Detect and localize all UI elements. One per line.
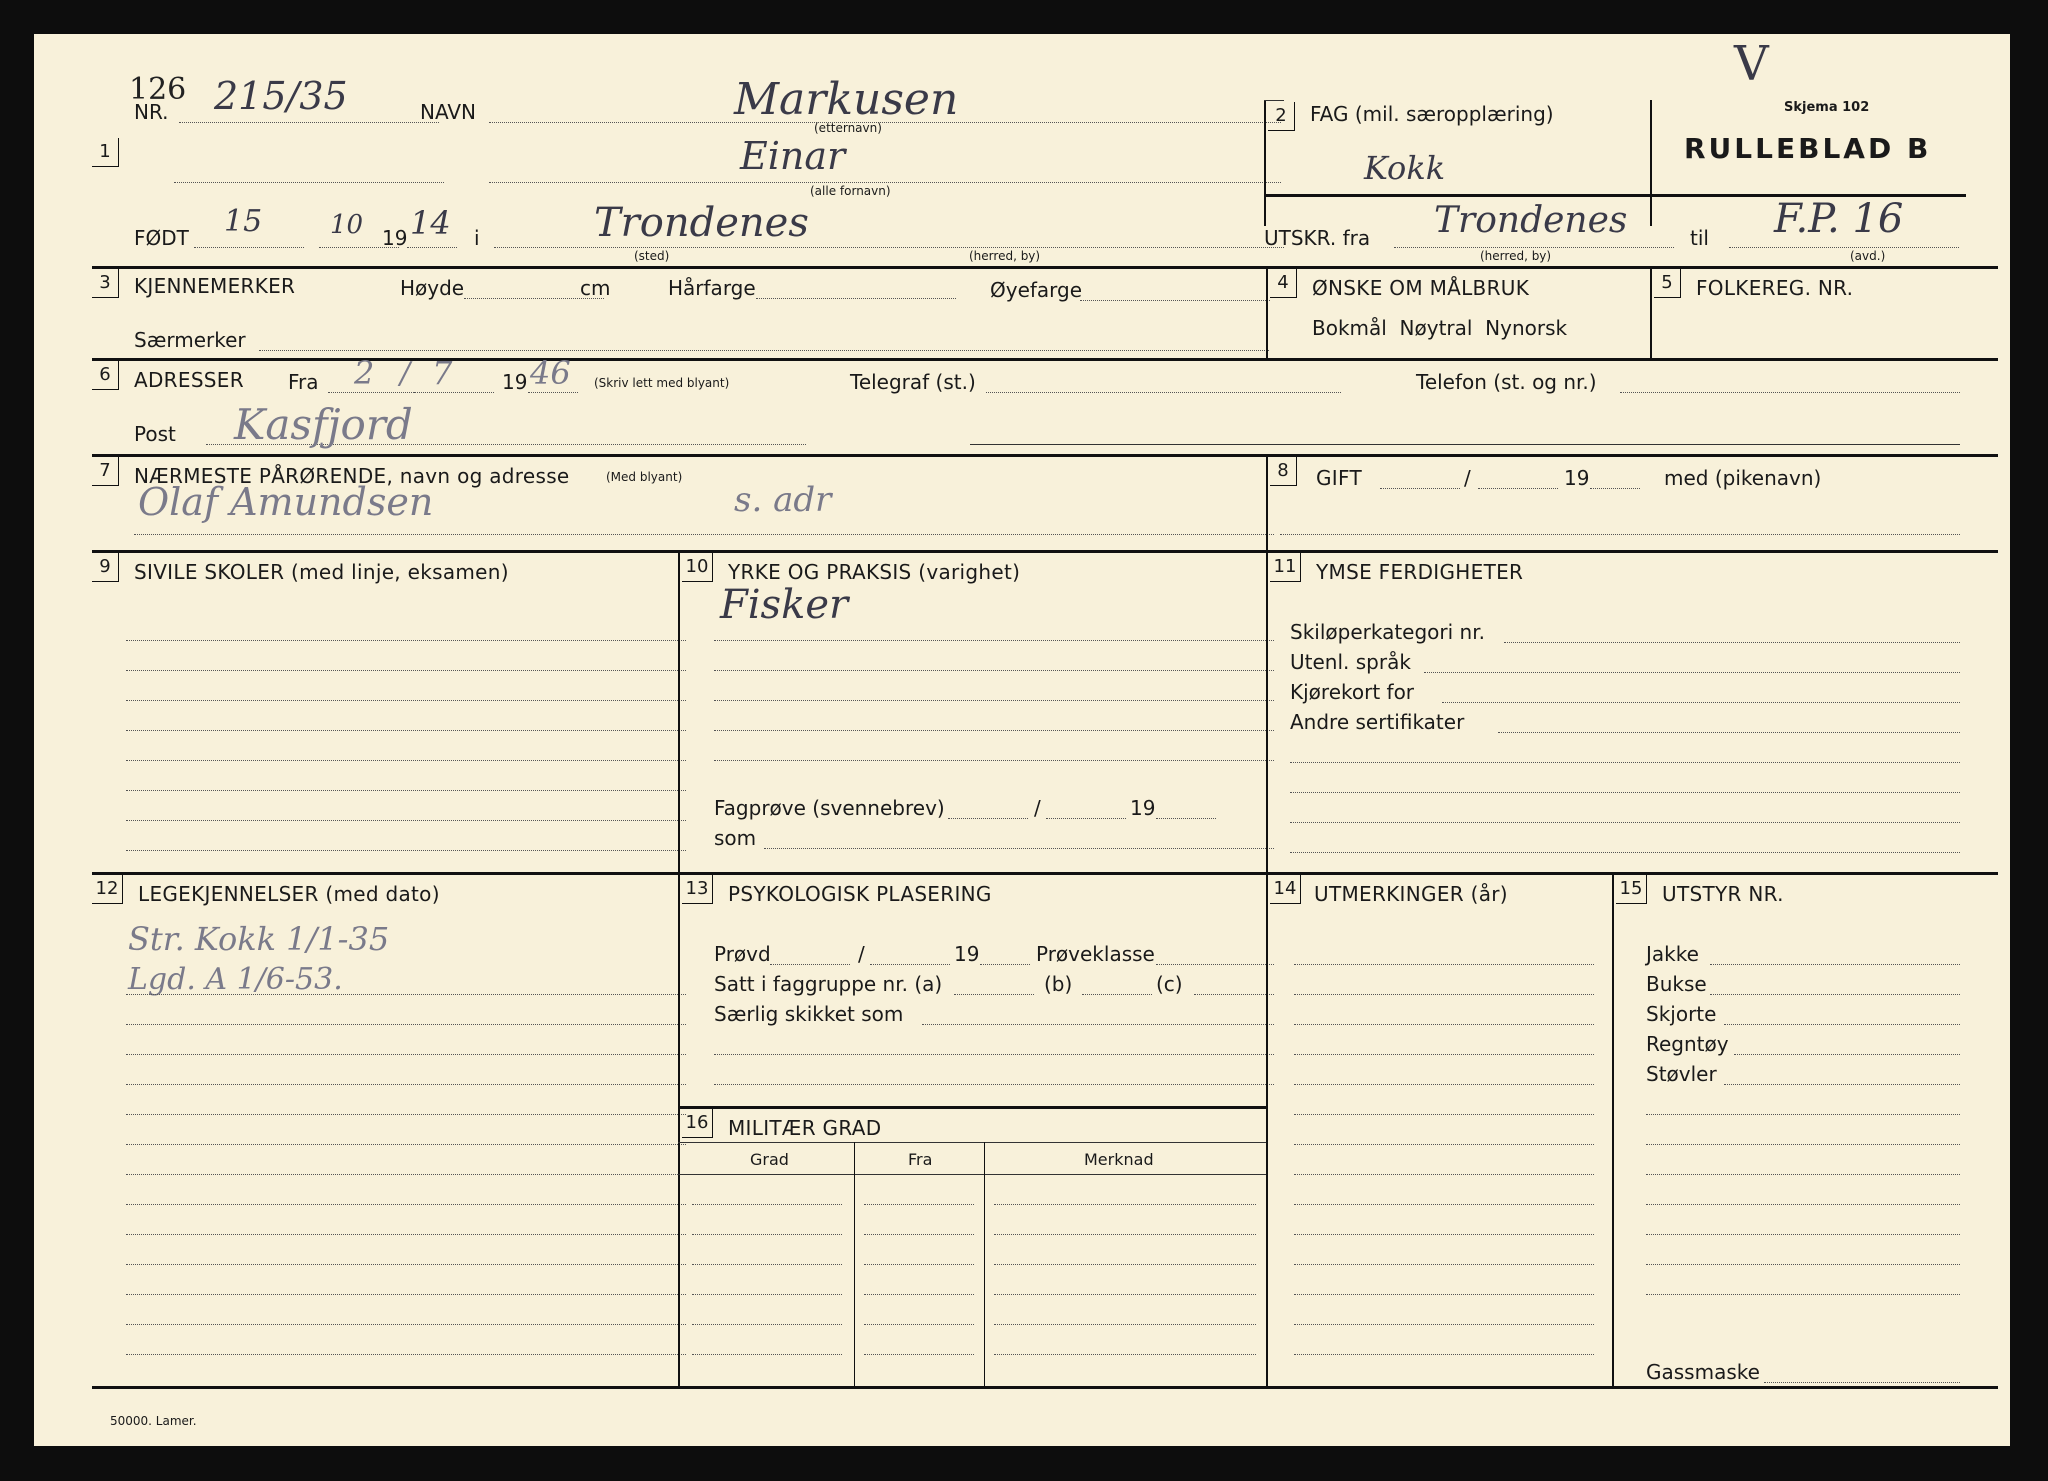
rule-row7-top xyxy=(92,454,1998,457)
gift-19: 19 xyxy=(1564,466,1590,490)
grad-line-1b xyxy=(864,1204,974,1205)
grad-header-top xyxy=(678,1142,1266,1143)
utm-line-2 xyxy=(1294,994,1594,995)
fagprove-19: 19 xyxy=(1130,796,1156,820)
gift-label: GIFT xyxy=(1316,466,1362,490)
sprak-line xyxy=(1424,672,1960,673)
folkereg-label: FOLKEREG. NR. xyxy=(1696,276,1854,300)
utstyr-stovler-line xyxy=(1724,1084,1960,1085)
utskr-label: UTSKR. fra xyxy=(1264,226,1371,250)
section-6-number: 6 xyxy=(92,361,119,390)
ymse-label: YMSE FERDIGHETER xyxy=(1316,560,1524,584)
hw-addr-day: 2 xyxy=(354,354,375,392)
legek-line-10 xyxy=(126,1264,686,1265)
skjema-label: Skjema 102 xyxy=(1784,100,1870,115)
satt-c-label: (c) xyxy=(1156,972,1183,996)
kjennemerker-label: KJENNEMERKER xyxy=(134,274,296,298)
skole-line-4 xyxy=(126,730,686,731)
hw-fag-value: Kokk xyxy=(1364,149,1446,187)
parorende-label: NÆRMESTE PÅRØRENDE, navn og adresse xyxy=(134,464,570,488)
grad-line-2b xyxy=(864,1234,974,1235)
saermerker-line xyxy=(259,350,1269,351)
legek-line-1 xyxy=(126,994,686,995)
utm-line-3 xyxy=(1294,1024,1594,1025)
grad-line-3a xyxy=(692,1264,842,1265)
fodt-19: 19 xyxy=(382,226,408,250)
utstyr-skjorte-line xyxy=(1724,1024,1960,1025)
merknad-col-header: Merknad xyxy=(1084,1150,1154,1169)
saerlig-line xyxy=(922,1024,1274,1025)
rule-row16-top xyxy=(678,1106,1266,1109)
section-1-number: 1 xyxy=(92,138,119,167)
utstyr-line-12 xyxy=(1646,1294,1960,1295)
utm-line-9 xyxy=(1294,1204,1594,1205)
fag-box-left xyxy=(1264,100,1266,226)
section-16-number: 16 xyxy=(682,1109,713,1138)
fagprove-year-line xyxy=(1156,818,1216,819)
utstyr-label: UTSTYR NR. xyxy=(1662,882,1784,906)
utskr-to-line xyxy=(1729,247,1959,248)
gift-year-line xyxy=(1590,488,1640,489)
med-blyant-caption: (Med blyant) xyxy=(606,470,683,484)
yrke-line-2 xyxy=(714,670,1274,671)
grad-line-3b xyxy=(864,1264,974,1265)
grad-line-6a xyxy=(692,1354,842,1355)
yrke-line-1 xyxy=(714,640,1274,641)
skole-line-1 xyxy=(126,640,686,641)
etternavn-caption: (etternavn) xyxy=(814,121,882,135)
proveklasse-label: Prøveklasse xyxy=(1036,942,1155,966)
utstyr-jakke-line xyxy=(1710,964,1960,965)
grad-line-4a xyxy=(692,1294,842,1295)
provd-year-line xyxy=(980,964,1030,965)
hw-relative: Olaf Amundsen xyxy=(138,480,434,524)
sivile-skoler-label: SIVILE SKOLER (med linje, eksamen) xyxy=(134,560,509,584)
satt-b-label: (b) xyxy=(1044,972,1073,996)
grad-col-divider-2 xyxy=(984,1142,985,1386)
grad-header-bottom xyxy=(678,1174,1266,1175)
legek-line-8 xyxy=(126,1204,686,1205)
birth-year-line xyxy=(407,247,457,248)
utm-line-12 xyxy=(1294,1294,1594,1295)
legek-line-13 xyxy=(126,1354,686,1355)
malbruk-label: ØNSKE OM MÅLBRUK xyxy=(1312,276,1530,300)
telefon-label: Telefon (st. og nr.) xyxy=(1416,370,1597,394)
ymse-line-2 xyxy=(1290,792,1960,793)
utstyr-line-11 xyxy=(1646,1264,1960,1265)
telefon-line xyxy=(1620,392,1960,393)
gift-month-line xyxy=(1478,488,1558,489)
nr-label: NR. xyxy=(134,100,169,124)
yrke-label: YRKE OG PRAKSIS (varighet) xyxy=(728,560,1021,584)
utstyr-regntoy-line xyxy=(1734,1054,1960,1055)
legek-line-9 xyxy=(126,1234,686,1235)
cm-label: cm xyxy=(580,276,611,300)
yrke-line-3 xyxy=(714,700,1274,701)
addr-19: 19 xyxy=(502,370,528,394)
skole-line-8 xyxy=(126,850,686,851)
utstyr-line-8 xyxy=(1646,1174,1960,1175)
row12-divider-2 xyxy=(1266,872,1268,1386)
malbruk-options: Bokmål Nøytral Nynorsk xyxy=(1312,316,1568,340)
fra-label: Fra xyxy=(288,370,319,394)
utm-line-11 xyxy=(1294,1264,1594,1265)
fagprove-label: Fagprøve (svennebrev) xyxy=(714,796,945,820)
skole-line-5 xyxy=(126,760,686,761)
satt-a-line xyxy=(954,994,1034,995)
sertifikater-label: Andre sertifikater xyxy=(1290,710,1465,734)
sertifikater-line xyxy=(1498,732,1960,733)
nr-line xyxy=(179,122,439,123)
service-record-card xyxy=(34,34,2010,1446)
utm-line-14 xyxy=(1294,1354,1594,1355)
legek-line-4 xyxy=(126,1084,686,1085)
grad-line-5a xyxy=(692,1324,842,1325)
provd-slash: / xyxy=(858,942,865,966)
hw-utskr-from: Trondenes xyxy=(1434,200,1628,241)
skole-line-3 xyxy=(126,700,686,701)
harfarge-line xyxy=(756,298,956,299)
gassmaske-line xyxy=(1764,1382,1960,1383)
oyefarge-label: Øyefarge xyxy=(990,278,1083,302)
legek-line-11 xyxy=(126,1294,686,1295)
utstyr-bukse: Bukse xyxy=(1646,972,1707,996)
rule-row6-top xyxy=(92,358,1998,361)
som-line xyxy=(764,848,1274,849)
given-line-left xyxy=(174,182,444,183)
utstyr-jakke: Jakke xyxy=(1646,942,1699,966)
utm-line-6 xyxy=(1294,1114,1594,1115)
kjorekort-line xyxy=(1442,702,1960,703)
row3-divider-2 xyxy=(1650,266,1652,358)
grad-line-1a xyxy=(692,1204,842,1205)
fag-box-top-tick xyxy=(1264,100,1284,101)
skriv-lett-caption: (Skriv lett med blyant) xyxy=(594,376,730,390)
til-label: til xyxy=(1690,226,1709,250)
grad-line-6c xyxy=(994,1354,1256,1355)
legek-line-2 xyxy=(126,1024,686,1025)
gassmaske-label: Gassmaske xyxy=(1646,1360,1760,1384)
hw-addr-year: 46 xyxy=(530,354,571,392)
rule-bottom xyxy=(92,1386,1998,1389)
post-label: Post xyxy=(134,422,176,446)
fodt-i: i xyxy=(474,226,480,250)
sprak-label: Utenl. språk xyxy=(1290,650,1411,674)
grad-line-1c xyxy=(994,1204,1256,1205)
section-14-number: 14 xyxy=(1270,875,1301,904)
birth-day-line xyxy=(194,247,304,248)
section-12-number: 12 xyxy=(92,875,123,904)
telegraf-line xyxy=(986,392,1341,393)
rule-row3-top xyxy=(92,266,1998,269)
grad-line-4b xyxy=(864,1294,974,1295)
title-box-left xyxy=(1650,100,1652,226)
hoyde-label: Høyde xyxy=(400,276,465,300)
legek-label: LEGEKJENNELSER (med dato) xyxy=(138,882,440,906)
legek-line-3 xyxy=(126,1054,686,1055)
hw-legek-2: Lgd. A 1/6-53. xyxy=(128,962,343,997)
hw-nr-value: 215/35 xyxy=(214,74,348,118)
section-5-number: 5 xyxy=(1654,269,1681,298)
telegraf-label: Telegraf (st.) xyxy=(850,370,976,394)
utstyr-line-6 xyxy=(1646,1114,1960,1115)
hw-addr-slash: / xyxy=(400,356,411,391)
saermerker-label: Særmerker xyxy=(134,328,246,352)
alle-fornavn-caption: (alle fornavn) xyxy=(810,184,891,198)
given-line xyxy=(489,182,1281,183)
grad-line-3c xyxy=(994,1264,1256,1265)
birth-place-line xyxy=(494,247,1284,248)
provd-day-line xyxy=(770,964,850,965)
legek-line-12 xyxy=(126,1324,686,1325)
hw-birth-year: 14 xyxy=(410,204,451,242)
utstyr-line-7 xyxy=(1646,1144,1960,1145)
saerlig-label: Særlig skikket som xyxy=(714,1002,904,1026)
section-8-number: 8 xyxy=(1270,457,1297,486)
grad-line-2c xyxy=(994,1234,1256,1235)
section-13-number: 13 xyxy=(682,875,713,904)
fagprove-day-line xyxy=(948,818,1028,819)
pikenavn-label: med (pikenavn) xyxy=(1664,466,1822,490)
satt-label: Satt i faggruppe nr. (a) xyxy=(714,972,943,996)
utm-line-5 xyxy=(1294,1084,1594,1085)
utstyr-skjorte: Skjorte xyxy=(1646,1002,1717,1026)
hw-birth-month: 10 xyxy=(330,210,364,240)
hw-surname: Markusen xyxy=(734,74,959,125)
ymse-line-3 xyxy=(1290,822,1960,823)
parorende-line xyxy=(134,534,1274,535)
harfarge-label: Hårfarge xyxy=(668,276,756,300)
row7-divider xyxy=(1266,454,1268,550)
skole-line-6 xyxy=(126,790,686,791)
hw-utskr-to: F.P. 16 xyxy=(1774,196,1904,242)
herred-by-caption: (herred, by) xyxy=(969,249,1041,263)
satt-b-line xyxy=(1082,994,1152,995)
som-label: som xyxy=(714,826,757,850)
hw-post-value: Kasfjord xyxy=(234,400,413,449)
section-7-number: 7 xyxy=(92,457,119,486)
grad-line-4c xyxy=(994,1294,1256,1295)
section-9-number: 9 xyxy=(92,553,119,582)
hw-birth-place: Trondenes xyxy=(594,200,809,246)
post-line-right xyxy=(970,444,1960,445)
rule-row9-top xyxy=(92,550,1998,553)
kjorekort-label: Kjørekort for xyxy=(1290,680,1415,704)
rulleblad-title: RULLEBLAD B xyxy=(1684,132,1932,165)
adresser-label: ADRESSER xyxy=(134,368,244,392)
proveklasse-line xyxy=(1156,964,1274,965)
utm-line-7 xyxy=(1294,1144,1594,1145)
legek-line-7 xyxy=(126,1174,686,1175)
provd-month-line xyxy=(870,964,950,965)
section-3-number: 3 xyxy=(92,269,119,298)
hw-relative-addr: s. adr xyxy=(734,480,832,520)
fagprove-slash: / xyxy=(1034,796,1041,820)
utstyr-bukse-line xyxy=(1710,994,1960,995)
addr-month-line xyxy=(414,392,494,393)
utstyr-line-10 xyxy=(1646,1234,1960,1235)
utm-line-8 xyxy=(1294,1174,1594,1175)
legek-line-6 xyxy=(126,1144,686,1145)
row9-divider-1 xyxy=(678,550,680,910)
fag-label: FAG (mil. særopplæring) xyxy=(1310,102,1554,126)
hw-reg-no: 126 xyxy=(129,72,187,107)
sted-caption: (sted) xyxy=(634,249,670,263)
yrke-line-5 xyxy=(714,760,1274,761)
rule-row12-top xyxy=(92,872,1998,875)
hw-addr-month: 7 xyxy=(432,354,453,392)
section-2-number: 2 xyxy=(1268,102,1295,131)
hw-legek-1: Str. Kokk 1/1-35 xyxy=(128,920,390,958)
utstyr-regntoy: Regntøy xyxy=(1646,1032,1729,1056)
grad-col-header: Grad xyxy=(750,1150,789,1169)
gift-slash: / xyxy=(1464,466,1471,490)
section-4-number: 4 xyxy=(1270,269,1297,298)
avd-caption: (avd.) xyxy=(1850,249,1886,263)
hw-given-name: Einar xyxy=(740,134,846,178)
provd-19: 19 xyxy=(954,942,980,966)
row12-divider-1 xyxy=(678,872,680,1386)
utstyr-line-9 xyxy=(1646,1204,1960,1205)
yrke-line-4 xyxy=(714,730,1274,731)
utmerkinger-label: UTMERKINGER (år) xyxy=(1314,882,1508,906)
utstyr-stovler: Støvler xyxy=(1646,1062,1717,1086)
legek-line-5 xyxy=(126,1114,686,1115)
oyefarge-line xyxy=(1080,300,1270,301)
row9-divider-2 xyxy=(1266,550,1268,910)
grad-line-5b xyxy=(864,1324,974,1325)
grad-line-6b xyxy=(864,1354,974,1355)
satt-c-line xyxy=(1194,994,1274,995)
ymse-line-4 xyxy=(1290,852,1960,853)
grad-line-2a xyxy=(692,1234,842,1235)
hw-yrke-value: Fisker xyxy=(720,582,849,628)
psyk-label: PSYKOLOGISK PLASERING xyxy=(728,882,992,906)
section-15-number: 15 xyxy=(1616,875,1647,904)
grad-col-divider-1 xyxy=(854,1142,855,1386)
fagprove-month-line xyxy=(1046,818,1126,819)
section-10-number: 10 xyxy=(682,553,713,582)
militaer-grad-label: MILITÆR GRAD xyxy=(728,1116,882,1140)
ski-label: Skiløperkategori nr. xyxy=(1290,620,1485,644)
utm-line-13 xyxy=(1294,1324,1594,1325)
utm-line-4 xyxy=(1294,1054,1594,1055)
psyk-line-1 xyxy=(714,1054,1274,1055)
provd-label: Prøvd xyxy=(714,942,771,966)
fra-col-header: Fra xyxy=(908,1150,933,1169)
row3-divider-1 xyxy=(1266,266,1268,358)
gift-day-line xyxy=(1380,488,1460,489)
fodt-label: FØDT xyxy=(134,226,189,250)
utm-line-1 xyxy=(1294,964,1594,965)
utskr-herred-caption: (herred, by) xyxy=(1480,249,1552,263)
utskr-from-line xyxy=(1394,247,1674,248)
addr-year-line xyxy=(528,392,578,393)
navn-label: NAVN xyxy=(420,100,477,124)
gift-line xyxy=(1280,534,1960,535)
utm-line-10 xyxy=(1294,1234,1594,1235)
section-11-number: 11 xyxy=(1270,553,1301,582)
footer-printer: 50000. Lamer. xyxy=(110,1414,197,1428)
skole-line-2 xyxy=(126,670,686,671)
hw-birth-day: 15 xyxy=(224,204,263,239)
ski-line xyxy=(1504,642,1960,643)
row12-divider-3 xyxy=(1612,872,1614,1386)
grad-line-5c xyxy=(994,1324,1256,1325)
hw-checkmark: V xyxy=(1734,36,1769,92)
psyk-line-2 xyxy=(714,1084,1274,1085)
ymse-line-1 xyxy=(1290,762,1960,763)
skole-line-7 xyxy=(126,820,686,821)
